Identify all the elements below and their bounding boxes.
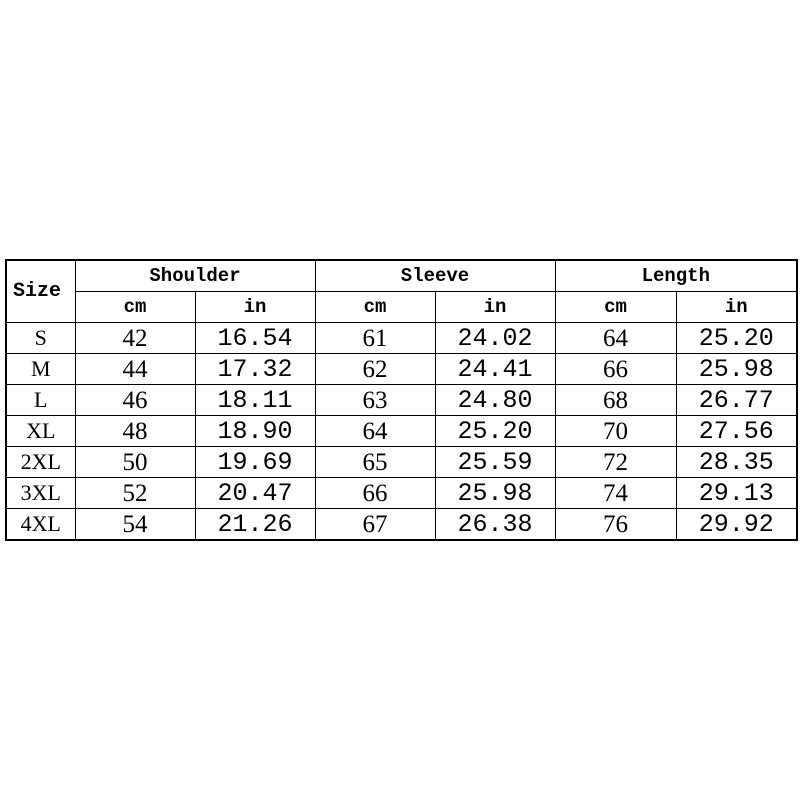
table-row bbox=[6, 385, 797, 416]
length-in-cell: 25.20 bbox=[676, 323, 797, 354]
shoulder-cm-cell: 52 bbox=[75, 478, 195, 509]
table-row bbox=[6, 354, 797, 385]
sleeve-in-cell: 24.80 bbox=[435, 385, 555, 416]
length-cm-cell: 72 bbox=[555, 447, 676, 478]
shoulder-in-cell: 18.90 bbox=[195, 416, 315, 447]
table-row bbox=[6, 509, 797, 541]
length-group-header: Length bbox=[555, 260, 797, 292]
size-column-header: Size bbox=[6, 260, 75, 323]
sleeve-in-cell: 25.20 bbox=[435, 416, 555, 447]
shoulder-cm-cell: 54 bbox=[75, 509, 195, 541]
shoulder-in-cell: 18.11 bbox=[195, 385, 315, 416]
sleeve-cm-cell: 65 bbox=[315, 447, 435, 478]
length-in-cell: 27.56 bbox=[676, 416, 797, 447]
length-cm-cell: 66 bbox=[555, 354, 676, 385]
sleeve-in-cell: 24.41 bbox=[435, 354, 555, 385]
shoulder-in-cell: 16.54 bbox=[195, 323, 315, 354]
sleeve-cm-cell: 64 bbox=[315, 416, 435, 447]
size-cell: S bbox=[6, 323, 75, 354]
shoulder-cm-cell: 44 bbox=[75, 354, 195, 385]
shoulder-cm-cell: 42 bbox=[75, 323, 195, 354]
size-cell: 4XL bbox=[6, 509, 75, 541]
size-cell: L bbox=[6, 385, 75, 416]
sleeve-cm-cell: 63 bbox=[315, 385, 435, 416]
sleeve-cm-cell: 62 bbox=[315, 354, 435, 385]
length-cm-cell: 74 bbox=[555, 478, 676, 509]
sleeve-in-header: in bbox=[435, 292, 555, 323]
length-in-cell: 26.77 bbox=[676, 385, 797, 416]
length-cm-cell: 68 bbox=[555, 385, 676, 416]
length-in-cell: 29.13 bbox=[676, 478, 797, 509]
table-row bbox=[6, 447, 797, 478]
table-row bbox=[6, 478, 797, 509]
sleeve-cm-cell: 61 bbox=[315, 323, 435, 354]
length-cm-header: cm bbox=[555, 292, 676, 323]
unit-header-row bbox=[6, 292, 797, 323]
shoulder-in-cell: 19.69 bbox=[195, 447, 315, 478]
shoulder-cm-cell: 50 bbox=[75, 447, 195, 478]
size-cell: 3XL bbox=[6, 478, 75, 509]
length-cm-cell: 70 bbox=[555, 416, 676, 447]
shoulder-in-cell: 17.32 bbox=[195, 354, 315, 385]
sleeve-in-cell: 26.38 bbox=[435, 509, 555, 541]
sleeve-in-cell: 24.02 bbox=[435, 323, 555, 354]
sleeve-in-cell: 25.98 bbox=[435, 478, 555, 509]
table-row bbox=[6, 323, 797, 354]
shoulder-cm-cell: 48 bbox=[75, 416, 195, 447]
length-in-cell: 29.92 bbox=[676, 509, 797, 541]
size-cell: XL bbox=[6, 416, 75, 447]
size-chart-body bbox=[6, 323, 797, 541]
length-in-cell: 25.98 bbox=[676, 354, 797, 385]
sleeve-in-cell: 25.59 bbox=[435, 447, 555, 478]
size-cell: 2XL bbox=[6, 447, 75, 478]
shoulder-cm-header: cm bbox=[75, 292, 195, 323]
shoulder-in-cell: 20.47 bbox=[195, 478, 315, 509]
shoulder-group-header: Shoulder bbox=[75, 260, 315, 292]
shoulder-in-cell: 21.26 bbox=[195, 509, 315, 541]
shoulder-in-header: in bbox=[195, 292, 315, 323]
length-cm-cell: 76 bbox=[555, 509, 676, 541]
length-cm-cell: 64 bbox=[555, 323, 676, 354]
size-chart-table bbox=[5, 259, 798, 541]
sleeve-cm-cell: 66 bbox=[315, 478, 435, 509]
length-in-cell: 28.35 bbox=[676, 447, 797, 478]
sleeve-group-header: Sleeve bbox=[315, 260, 555, 292]
length-in-header: in bbox=[676, 292, 797, 323]
group-header-row bbox=[6, 260, 797, 292]
size-chart-header bbox=[6, 260, 797, 323]
size-cell: M bbox=[6, 354, 75, 385]
sleeve-cm-header: cm bbox=[315, 292, 435, 323]
table-row bbox=[6, 416, 797, 447]
shoulder-cm-cell: 46 bbox=[75, 385, 195, 416]
sleeve-cm-cell: 67 bbox=[315, 509, 435, 541]
